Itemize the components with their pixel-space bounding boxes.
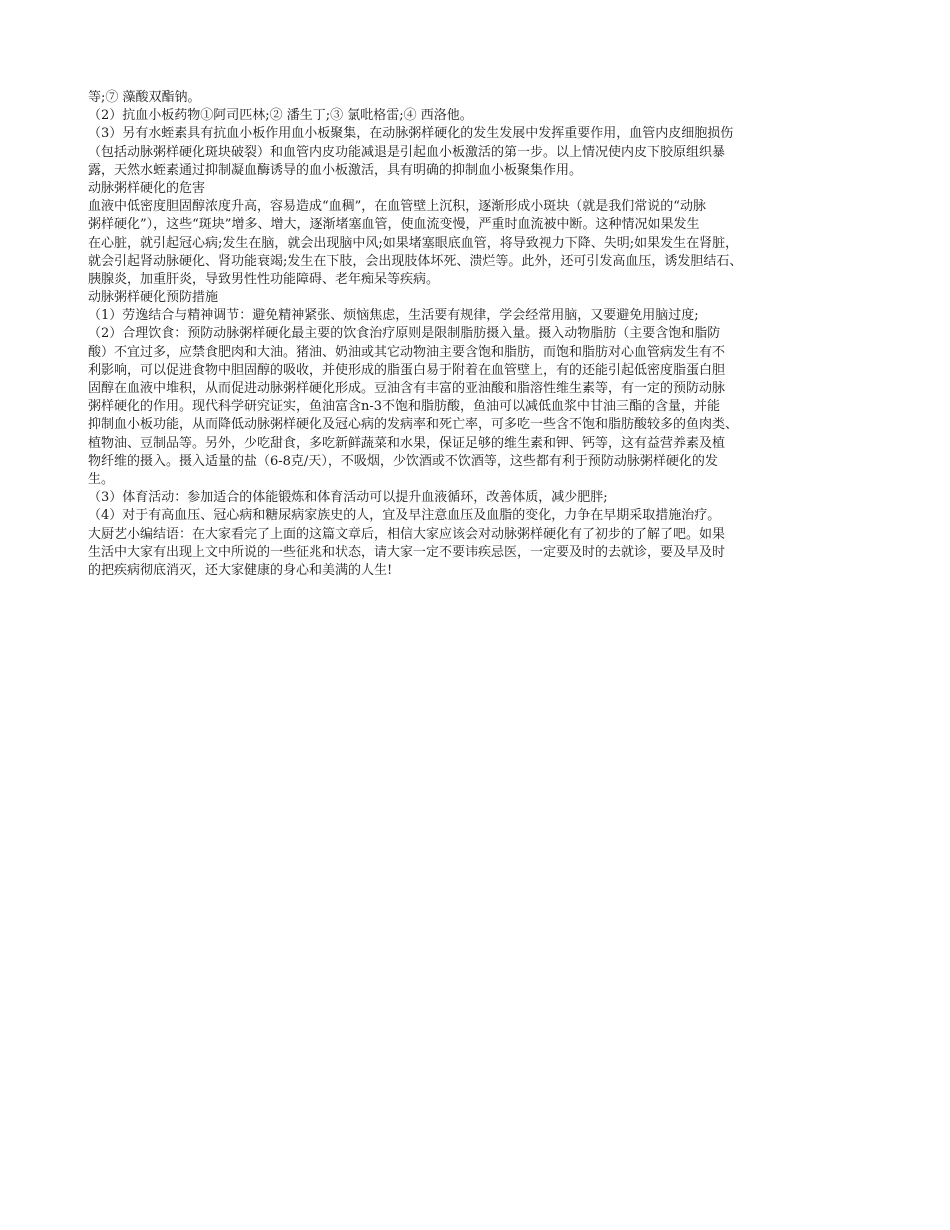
text-line: 胰腺炎，加重肝炎，导致男性性功能障碍、老年痴呆等疾病。 [88,271,440,287]
text-line: 大厨艺小编结语：在大家看完了上面的这篇文章后，相信大家应该会对动脉粥样硬化有了初步的了解了吧。如果 [88,526,726,542]
text-line: 植物油、豆制品等。另外，少吃甜食，多吃新鲜蔬菜和水果，保证足够的维生素和钾、钙等，这有益营养素及植 [88,435,726,451]
section-heading: 动脉粥样硬化的危害 [88,180,206,196]
text-line: 粥样硬化”），这些“斑块”增多、增大，逐渐堵塞血管，使血流变慢，严重时血流被中断。这种情况如果发生 [88,217,700,233]
text-line: 就会引起肾动脉硬化、肾功能衰竭;发生在下肢，会出现肢体坏死、溃烂等。此外，还可引发高血压，诱发胆结石、 [88,253,743,269]
document-body [88,89,864,580]
text-line: 血液中低密度胆固醇浓度升高，容易造成“血稠”，在血管壁上沉积，逐渐形成小斑块（就是我们常说的“动脉 [88,199,706,215]
text-line: 生。 [88,471,115,487]
text-line: 露，天然水蛭素通过抑制凝血酶诱导的血小板激活，具有明确的抑制血小板聚集作用。 [88,162,583,178]
text-line: 固醇在血液中堆积，从而促进动脉粥样硬化形成。豆油含有丰富的亚油酸和脂溶性维生素等，有一定的预防动脉 [88,381,726,396]
text-line: 在心脏，就引起冠心病;发生在脑，就会出现脑中风;如果堵塞眼底血管，将导致视力下降、失明;如果发生在肾脏， [88,235,739,251]
text-line: 等;⑦ 藻酸双酯钠。 [88,90,201,105]
text-line: 物纤维的摄入。摄入适量的盐（6-8克/天），不吸烟，少饮酒或不饮酒等，这些都有利于预防动脉粥样硬化的发 [88,453,718,469]
text-line: （4）对于有高血压、冠心病和糖尿病家族史的人，宜及早注意血压及血脂的变化，力争在早期采取措施治疗。 [88,508,721,524]
text-line: （3）另有水蛭素具有抗血小板作用血小板聚集，在动脉粥样硬化的发生发展中发挥重要作用，血管内皮细胞损伤 [88,126,734,142]
text-line: 粥样硬化的作用。现代科学研究证实，鱼油富含n-3不饱和脂肪酸，鱼油可以减低血浆中甘油三酯的含量，并能 [88,399,721,415]
text-line: （2）抗血小板药物①阿司匹林;② 潘生丁;③ 氯吡格雷;④ 西洛他。 [88,108,473,124]
text-line: （3）体育活动：参加适合的体能锻炼和体育活动可以提升血液循环，改善体质，减少肥胖; [88,490,608,506]
text-line: 的把疾病彻底消灭，还大家健康的身心和美满的人生! [88,562,393,578]
text-line: 生活中大家有出现上文中所说的一些征兆和状态，请大家一定不要讳疾忌医，一定要及时的去就诊，要及早及时 [88,544,726,560]
text-line: （2）合理饮食：预防动脉粥样硬化最主要的饮食治疗原则是限制脂肪摄入量。摄入动物脂肪（主要含饱和脂防 [88,326,721,342]
text-line: 抑制血小板功能，从而降低动脉粥样硬化及冠心病的发病率和死亡率，可多吃一些含不饱和脂肪酸较多的鱼肉类、 [88,417,739,433]
text-line: 利影响，可以促进食物中胆固醇的吸收，并使形成的脂蛋白易于附着在血管壁上，有的还能引起低密度脂蛋白胆 [88,362,726,378]
text-line: 酸）不宜过多，应禁食肥肉和大油。猪油、奶油或其它动物油主要含饱和脂肪，而饱和脂肪对心血管病发生有不 [88,344,726,360]
text-line: （1）劳逸结合与精神调节：避免精神紧张、烦恼焦虑，生活要有规律，学会经常用脑，又要避免用脑过度; [88,308,699,324]
section-heading: 动脉粥样硬化预防措施 [88,290,219,306]
text-line: （包括动脉粥样硬化斑块破裂）和血管内皮功能减退是引起血小板激活的第一步。以上情况使内皮下胶原组织暴 [88,144,726,160]
